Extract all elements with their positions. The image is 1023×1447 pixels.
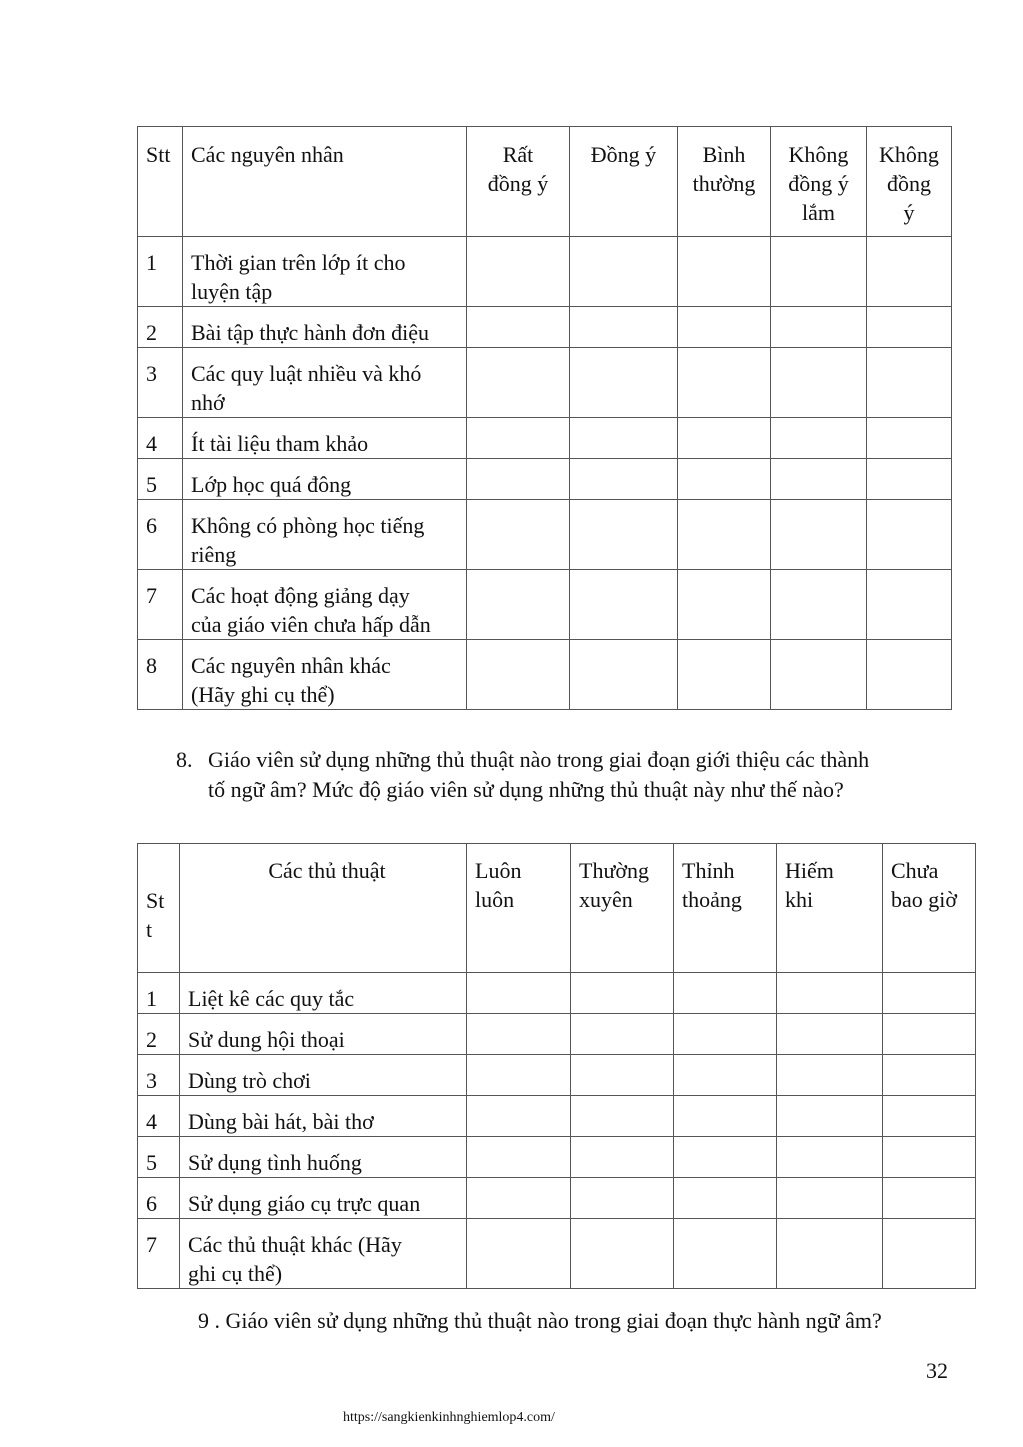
table-row — [138, 640, 952, 710]
row-stt: 6 — [138, 1178, 180, 1219]
answer-cell[interactable] — [571, 1096, 674, 1137]
question-8-text: Giáo viên sử dụng những thủ thuật nào trong giai đoạn giới thiệu các thành tố ngữ âm? Mức độ giáo viên sử dụng những thủ thuật này như thế nào? — [208, 747, 870, 802]
answer-cell[interactable] — [570, 570, 678, 640]
header-techniques: Các thủ thuật — [180, 844, 467, 973]
answer-cell[interactable] — [467, 459, 570, 500]
row-reason: Bài tập thực hành đơn điệu — [183, 307, 467, 348]
table-row — [138, 237, 952, 307]
answer-cell[interactable] — [467, 640, 570, 710]
answer-cell[interactable] — [771, 459, 867, 500]
table-row — [138, 570, 952, 640]
row-stt: 2 — [138, 1014, 180, 1055]
answer-cell[interactable] — [867, 459, 952, 500]
answer-cell[interactable] — [570, 500, 678, 570]
answer-cell[interactable] — [571, 1219, 674, 1289]
table-row — [138, 1014, 976, 1055]
row-stt: 1 — [138, 973, 180, 1014]
answer-cell[interactable] — [570, 237, 678, 307]
row-stt: 8 — [138, 640, 183, 710]
answer-cell[interactable] — [467, 1096, 571, 1137]
row-stt: 7 — [138, 570, 183, 640]
row-technique: Dùng trò chơi — [180, 1055, 467, 1096]
row-technique: Liệt kê các quy tắc — [180, 973, 467, 1014]
answer-cell[interactable] — [867, 640, 952, 710]
row-reason: Các hoạt động giảng dạy của giáo viên chưa hấp dẫn — [183, 570, 467, 640]
techniques-survey-table — [137, 843, 976, 1289]
answer-cell[interactable] — [467, 1178, 571, 1219]
answer-cell[interactable] — [867, 348, 952, 418]
answer-cell[interactable] — [571, 1014, 674, 1055]
row-reason: Ít tài liệu tham khảo — [183, 418, 467, 459]
table-row — [138, 1219, 976, 1289]
answer-cell[interactable] — [883, 973, 976, 1014]
answer-cell[interactable] — [883, 1137, 976, 1178]
answer-cell[interactable] — [883, 1178, 976, 1219]
answer-cell[interactable] — [678, 237, 771, 307]
row-stt: 7 — [138, 1219, 180, 1289]
answer-cell[interactable] — [674, 1178, 777, 1219]
answer-cell[interactable] — [571, 1055, 674, 1096]
answer-cell[interactable] — [678, 418, 771, 459]
header-sometimes: Thỉnh thoảng — [674, 844, 777, 973]
answer-cell[interactable] — [777, 973, 883, 1014]
header-reasons: Các nguyên nhân — [183, 127, 467, 237]
answer-cell[interactable] — [777, 1096, 883, 1137]
reasons-survey-table — [137, 126, 952, 710]
answer-cell[interactable] — [777, 1055, 883, 1096]
answer-cell[interactable] — [678, 307, 771, 348]
table-row — [138, 1096, 976, 1137]
row-stt: 3 — [138, 348, 183, 418]
row-stt: 1 — [138, 237, 183, 307]
answer-cell[interactable] — [867, 500, 952, 570]
answer-cell[interactable] — [674, 1096, 777, 1137]
row-stt: 3 — [138, 1055, 180, 1096]
answer-cell[interactable] — [678, 348, 771, 418]
row-stt: 5 — [138, 1137, 180, 1178]
answer-cell[interactable] — [571, 1137, 674, 1178]
page-number: 32 — [926, 1358, 948, 1383]
answer-cell[interactable] — [777, 1137, 883, 1178]
row-technique: Sử dụng tình huống — [180, 1137, 467, 1178]
answer-cell[interactable] — [467, 237, 570, 307]
table-row — [138, 1178, 976, 1219]
answer-cell[interactable] — [771, 418, 867, 459]
answer-cell[interactable] — [771, 348, 867, 418]
question-8-number: 8. — [176, 747, 193, 772]
answer-cell[interactable] — [777, 1014, 883, 1055]
answer-cell[interactable] — [674, 1137, 777, 1178]
table-row — [138, 500, 952, 570]
answer-cell[interactable] — [678, 500, 771, 570]
answer-cell[interactable] — [678, 640, 771, 710]
row-stt: 2 — [138, 307, 183, 348]
header-somewhat-disagree: Không đồng ý lắm — [771, 127, 867, 237]
header-disagree: Không đồng ý — [867, 127, 952, 237]
answer-cell[interactable] — [570, 307, 678, 348]
answer-cell[interactable] — [467, 500, 570, 570]
row-reason: Các nguyên nhân khác (Hãy ghi cụ thể) — [183, 640, 467, 710]
answer-cell[interactable] — [467, 1219, 571, 1289]
answer-cell[interactable] — [674, 973, 777, 1014]
row-technique: Các thủ thuật khác (Hãy ghi cụ thể) — [180, 1219, 467, 1289]
header-agree: Đồng ý — [570, 127, 678, 237]
answer-cell[interactable] — [467, 418, 570, 459]
header-often: Thường xuyên — [571, 844, 674, 973]
answer-cell[interactable] — [771, 307, 867, 348]
answer-cell[interactable] — [771, 570, 867, 640]
row-stt: 6 — [138, 500, 183, 570]
answer-cell[interactable] — [678, 570, 771, 640]
answer-cell[interactable] — [674, 1219, 777, 1289]
answer-cell[interactable] — [570, 640, 678, 710]
table-row — [138, 459, 952, 500]
answer-cell[interactable] — [771, 640, 867, 710]
row-reason: Các quy luật nhiều và khó nhớ — [183, 348, 467, 418]
row-stt: 4 — [138, 1096, 180, 1137]
answer-cell[interactable] — [867, 307, 952, 348]
answer-cell[interactable] — [674, 1014, 777, 1055]
answer-cell[interactable] — [771, 500, 867, 570]
header-stt: Stt — [138, 127, 183, 237]
answer-cell[interactable] — [467, 307, 570, 348]
header-neutral: Bình thường — [678, 127, 771, 237]
answer-cell[interactable] — [570, 418, 678, 459]
answer-cell[interactable] — [883, 1014, 976, 1055]
answer-cell[interactable] — [467, 1137, 571, 1178]
row-reason: Thời gian trên lớp ít cho luyện tập — [183, 237, 467, 307]
answer-cell[interactable] — [678, 459, 771, 500]
answer-cell[interactable] — [467, 1055, 571, 1096]
answer-cell[interactable] — [467, 1014, 571, 1055]
answer-cell[interactable] — [467, 973, 571, 1014]
row-reason: Không có phòng học tiếng riêng — [183, 500, 467, 570]
answer-cell[interactable] — [674, 1055, 777, 1096]
answer-cell[interactable] — [867, 237, 952, 307]
answer-cell[interactable] — [467, 348, 570, 418]
row-stt: 5 — [138, 459, 183, 500]
answer-cell[interactable] — [883, 1055, 976, 1096]
answer-cell[interactable] — [571, 973, 674, 1014]
answer-cell[interactable] — [571, 1178, 674, 1219]
table-row — [138, 1055, 976, 1096]
table-row — [138, 348, 952, 418]
header-stt: St t — [138, 844, 180, 973]
row-stt: 4 — [138, 418, 183, 459]
footer-url[interactable]: https://sangkienkinhnghiemlop4.com/ — [343, 1410, 555, 1425]
row-reason: Lớp học quá đông — [183, 459, 467, 500]
table-header-row — [138, 127, 952, 237]
answer-cell[interactable] — [777, 1178, 883, 1219]
table-row — [138, 1137, 976, 1178]
header-never: Chưa bao giờ — [883, 844, 976, 973]
answer-cell[interactable] — [771, 237, 867, 307]
answer-cell[interactable] — [883, 1219, 976, 1289]
answer-cell[interactable] — [777, 1219, 883, 1289]
header-strongly-agree: Rất đồng ý — [467, 127, 570, 237]
answer-cell[interactable] — [467, 570, 570, 640]
table-header-row — [138, 844, 976, 973]
table-row — [138, 418, 952, 459]
row-technique: Dùng bài hát, bài thơ — [180, 1096, 467, 1137]
answer-cell[interactable] — [570, 348, 678, 418]
answer-cell[interactable] — [570, 459, 678, 500]
table-row — [138, 307, 952, 348]
header-always: Luôn luôn — [467, 844, 571, 973]
answer-cell[interactable] — [883, 1096, 976, 1137]
question-9: 9 . Giáo viên sử dụng những thủ thuật nào trong giai đoạn thực hành ngữ âm? — [198, 1308, 882, 1333]
table-row — [138, 973, 976, 1014]
answer-cell[interactable] — [867, 570, 952, 640]
row-technique: Sử dung hội thoại — [180, 1014, 467, 1055]
header-rarely: Hiếm khi — [777, 844, 883, 973]
row-technique: Sử dụng giáo cụ trực quan — [180, 1178, 467, 1219]
answer-cell[interactable] — [867, 418, 952, 459]
